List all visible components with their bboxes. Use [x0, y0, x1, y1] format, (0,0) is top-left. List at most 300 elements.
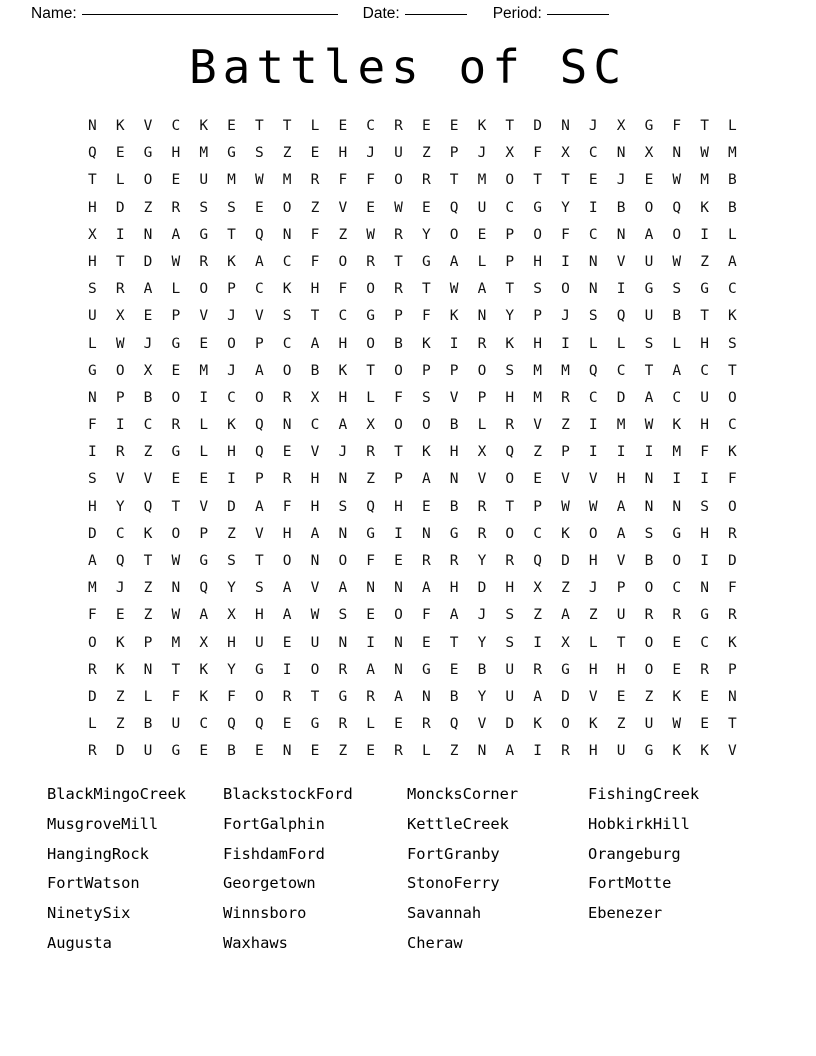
grid-letter[interactable]: R	[394, 118, 403, 134]
grid-letter[interactable]: V	[254, 308, 264, 325]
grid-letter[interactable]: B	[143, 716, 153, 733]
grid-letter[interactable]: Q	[227, 716, 236, 733]
grid-letter[interactable]: E	[394, 553, 403, 569]
grid-letter[interactable]: Z	[561, 580, 570, 597]
grid-letter[interactable]: E	[227, 118, 236, 134]
grid-letter[interactable]: J	[588, 580, 598, 597]
word-list-item[interactable]: KettleCreek	[407, 814, 509, 833]
grid-letter[interactable]: P	[199, 525, 209, 542]
grid-letter[interactable]: N	[338, 634, 348, 651]
grid-letter[interactable]: N	[700, 580, 709, 597]
grid-letter[interactable]: Z	[115, 688, 125, 705]
grid-letter[interactable]: R	[728, 607, 737, 624]
grid-letter[interactable]: C	[505, 199, 515, 216]
grid-letter[interactable]: G	[199, 553, 209, 569]
grid-letter[interactable]: Z	[616, 716, 626, 733]
grid-letter[interactable]: C	[588, 145, 598, 162]
grid-letter[interactable]: Z	[143, 580, 153, 597]
grid-letter[interactable]: U	[700, 389, 709, 406]
grid-letter[interactable]: M	[672, 444, 682, 461]
grid-letter[interactable]: I	[700, 553, 709, 569]
grid-letter[interactable]: I	[533, 743, 542, 760]
grid-letter[interactable]: K	[227, 417, 236, 434]
grid-letter[interactable]: A	[394, 688, 403, 705]
grid-letter[interactable]: N	[477, 743, 487, 760]
grid-letter[interactable]: M	[616, 417, 626, 434]
grid-letter[interactable]: O	[310, 661, 320, 678]
grid-letter[interactable]: O	[644, 661, 654, 678]
grid-letter[interactable]: P	[505, 226, 515, 243]
grid-letter[interactable]: N	[421, 688, 431, 705]
grid-letter[interactable]: I	[533, 634, 542, 651]
grid-letter[interactable]: Y	[227, 661, 236, 678]
grid-letter[interactable]: K	[115, 118, 125, 134]
grid-letter[interactable]: E	[171, 172, 181, 189]
grid-letter[interactable]: R	[728, 525, 737, 542]
grid-letter[interactable]: S	[88, 471, 97, 488]
grid-letter[interactable]: H	[310, 281, 320, 298]
grid-letter[interactable]: H	[616, 661, 626, 678]
grid-letter[interactable]: A	[449, 253, 459, 270]
grid-letter[interactable]: F	[366, 553, 376, 569]
grid-letter[interactable]: R	[477, 498, 487, 515]
grid-letter[interactable]: P	[728, 661, 737, 678]
grid-letter[interactable]: N	[728, 688, 737, 705]
grid-letter[interactable]: R	[421, 553, 431, 569]
grid-letter[interactable]: O	[199, 281, 209, 298]
grid-letter[interactable]: S	[505, 362, 515, 379]
grid-letter[interactable]: K	[282, 281, 292, 298]
grid-letter[interactable]: E	[171, 362, 181, 379]
grid-letter[interactable]: M	[199, 362, 209, 379]
grid-letter[interactable]: N	[282, 743, 292, 760]
grid-letter[interactable]: P	[227, 281, 236, 298]
grid-letter[interactable]: K	[728, 634, 737, 651]
grid-letter[interactable]: I	[700, 226, 709, 243]
grid-letter[interactable]: J	[227, 362, 236, 379]
grid-letter[interactable]: Z	[700, 253, 709, 270]
grid-letter[interactable]: U	[254, 634, 264, 651]
grid-letter[interactable]: Q	[533, 553, 542, 569]
grid-letter[interactable]: R	[199, 253, 209, 270]
grid-letter[interactable]: N	[616, 145, 626, 162]
grid-letter[interactable]: N	[171, 580, 181, 597]
grid-letter[interactable]: A	[561, 607, 570, 624]
grid-letter[interactable]: W	[366, 226, 376, 243]
grid-letter[interactable]: J	[561, 308, 570, 325]
grid-letter[interactable]: H	[700, 335, 709, 352]
grid-letter[interactable]: O	[366, 335, 376, 352]
grid-letter[interactable]: K	[421, 444, 431, 461]
grid-letter[interactable]: H	[394, 498, 403, 515]
grid-letter[interactable]: N	[394, 661, 403, 678]
grid-letter[interactable]: T	[533, 172, 542, 189]
grid-letter[interactable]: W	[254, 172, 264, 189]
word-list-item[interactable]: Winnsboro	[223, 904, 307, 923]
grid-letter[interactable]: V	[338, 199, 348, 216]
grid-letter[interactable]: X	[199, 634, 209, 651]
grid-letter[interactable]: O	[644, 199, 654, 216]
grid-letter[interactable]: O	[227, 335, 236, 352]
grid-letter[interactable]: T	[505, 118, 515, 134]
grid-letter[interactable]: A	[254, 362, 264, 379]
grid-letter[interactable]: E	[338, 118, 348, 134]
word-list-item[interactable]: FishdamFord	[223, 844, 325, 863]
grid-letter[interactable]: G	[254, 661, 264, 678]
grid-letter[interactable]: U	[143, 743, 153, 760]
grid-letter[interactable]: J	[143, 335, 153, 352]
grid-letter[interactable]: V	[199, 498, 209, 515]
grid-letter[interactable]: I	[616, 281, 626, 298]
grid-letter[interactable]: O	[672, 226, 682, 243]
grid-letter[interactable]: U	[394, 145, 403, 162]
grid-letter[interactable]: D	[88, 688, 97, 705]
grid-letter[interactable]: L	[616, 335, 626, 352]
grid-letter[interactable]: Q	[199, 580, 209, 597]
grid-letter[interactable]: Y	[505, 308, 515, 325]
grid-letter[interactable]: N	[644, 498, 654, 515]
grid-letter[interactable]: O	[171, 525, 181, 542]
grid-letter[interactable]: R	[421, 716, 431, 733]
grid-letter[interactable]: E	[310, 743, 320, 760]
grid-letter[interactable]: O	[505, 471, 515, 488]
grid-letter[interactable]: O	[421, 417, 431, 434]
grid-letter[interactable]: Z	[561, 417, 570, 434]
grid-letter[interactable]: I	[88, 444, 97, 461]
grid-letter[interactable]: F	[421, 607, 431, 624]
grid-letter[interactable]: H	[338, 335, 348, 352]
grid-letter[interactable]: U	[644, 253, 654, 270]
grid-letter[interactable]: G	[421, 253, 431, 270]
grid-letter[interactable]: K	[561, 525, 570, 542]
grid-letter[interactable]: W	[171, 253, 181, 270]
grid-letter[interactable]: K	[588, 716, 598, 733]
grid-letter[interactable]: P	[421, 362, 431, 379]
word-list-item[interactable]: FortMotte	[588, 874, 672, 893]
grid-letter[interactable]: P	[143, 634, 153, 651]
grid-letter[interactable]: W	[115, 335, 125, 352]
grid-letter[interactable]: H	[310, 498, 320, 515]
grid-letter[interactable]: N	[588, 253, 598, 270]
grid-letter[interactable]: S	[254, 145, 264, 162]
grid-letter[interactable]: P	[254, 471, 264, 488]
grid-letter[interactable]: F	[171, 688, 181, 705]
word-list-item[interactable]: NinetySix	[47, 904, 131, 923]
grid-letter[interactable]: T	[728, 362, 737, 379]
grid-letter[interactable]: A	[310, 525, 320, 542]
grid-letter[interactable]: G	[421, 661, 431, 678]
grid-letter[interactable]: Q	[366, 498, 376, 515]
grid-letter[interactable]: I	[561, 253, 570, 270]
grid-letter[interactable]: K	[728, 308, 737, 325]
grid-letter[interactable]: K	[672, 743, 682, 760]
grid-letter[interactable]: T	[171, 661, 181, 678]
grid-letter[interactable]: S	[282, 308, 292, 325]
grid-letter[interactable]: W	[700, 145, 709, 162]
grid-letter[interactable]: F	[728, 580, 737, 597]
grid-letter[interactable]: P	[616, 580, 626, 597]
grid-letter[interactable]: K	[672, 417, 682, 434]
grid-letter[interactable]: D	[616, 389, 626, 406]
grid-letter[interactable]: S	[421, 389, 431, 406]
grid-letter[interactable]: Z	[143, 199, 153, 216]
grid-letter[interactable]: P	[533, 308, 542, 325]
grid-letter[interactable]: I	[588, 444, 598, 461]
grid-letter[interactable]: O	[394, 607, 403, 624]
grid-letter[interactable]: T	[115, 253, 125, 270]
grid-letter[interactable]: T	[227, 226, 236, 243]
grid-letter[interactable]: L	[88, 716, 97, 733]
grid-letter[interactable]: G	[644, 118, 654, 134]
grid-letter[interactable]: V	[477, 471, 487, 488]
grid-letter[interactable]: R	[449, 553, 459, 569]
grid-letter[interactable]: D	[533, 118, 542, 134]
grid-letter[interactable]: K	[700, 199, 709, 216]
grid-letter[interactable]: E	[616, 688, 626, 705]
grid-letter[interactable]: E	[143, 308, 153, 325]
grid-letter[interactable]: M	[728, 145, 737, 162]
grid-letter[interactable]: E	[282, 716, 292, 733]
grid-letter[interactable]: Z	[644, 688, 654, 705]
grid-letter[interactable]: D	[477, 580, 487, 597]
grid-letter[interactable]: T	[561, 172, 570, 189]
grid-letter[interactable]: Q	[505, 444, 515, 461]
grid-letter[interactable]: O	[394, 362, 403, 379]
grid-letter[interactable]: Z	[338, 226, 348, 243]
grid-letter[interactable]: A	[644, 389, 654, 406]
grid-letter[interactable]: Y	[115, 498, 125, 515]
grid-letter[interactable]: H	[227, 634, 236, 651]
grid-letter[interactable]: Q	[616, 308, 626, 325]
grid-letter[interactable]: X	[477, 444, 487, 461]
grid-letter[interactable]: R	[477, 525, 487, 542]
grid-letter[interactable]: V	[588, 688, 598, 705]
grid-letter[interactable]: V	[561, 471, 570, 488]
grid-letter[interactable]: R	[700, 661, 709, 678]
grid-letter[interactable]: A	[421, 580, 431, 597]
grid-letter[interactable]: Y	[227, 580, 236, 597]
grid-letter[interactable]: G	[171, 335, 181, 352]
grid-letter[interactable]: V	[143, 471, 153, 488]
grid-letter[interactable]: D	[728, 553, 737, 569]
grid-letter[interactable]: F	[88, 607, 97, 624]
grid-letter[interactable]: A	[616, 525, 626, 542]
grid-letter[interactable]: C	[700, 362, 709, 379]
grid-letter[interactable]: T	[88, 172, 97, 189]
grid-letter[interactable]: Q	[143, 498, 153, 515]
grid-letter[interactable]: R	[672, 607, 682, 624]
grid-letter[interactable]: E	[449, 661, 459, 678]
grid-letter[interactable]: V	[199, 308, 209, 325]
grid-letter[interactable]: H	[282, 525, 292, 542]
grid-letter[interactable]: H	[88, 498, 97, 515]
grid-letter[interactable]: A	[421, 471, 431, 488]
grid-letter[interactable]: B	[477, 661, 487, 678]
grid-letter[interactable]: W	[449, 281, 459, 298]
grid-letter[interactable]: E	[394, 716, 403, 733]
grid-letter[interactable]: D	[88, 525, 97, 542]
grid-letter[interactable]: Z	[338, 743, 348, 760]
grid-letter[interactable]: I	[366, 634, 376, 651]
grid-letter[interactable]: R	[505, 417, 515, 434]
grid-letter[interactable]: B	[449, 688, 459, 705]
grid-letter[interactable]: L	[728, 118, 737, 134]
grid-letter[interactable]: E	[700, 688, 709, 705]
grid-letter[interactable]: T	[644, 362, 654, 379]
word-list-item[interactable]: Cheraw	[407, 933, 463, 952]
grid-letter[interactable]: I	[282, 661, 292, 678]
word-list-item[interactable]: FortGalphin	[223, 814, 325, 833]
grid-letter[interactable]: G	[561, 661, 570, 678]
grid-letter[interactable]: X	[143, 362, 153, 379]
grid-letter[interactable]: M	[561, 362, 570, 379]
grid-letter[interactable]: R	[115, 281, 125, 298]
grid-letter[interactable]: O	[88, 634, 97, 651]
grid-letter[interactable]: W	[644, 417, 654, 434]
grid-letter[interactable]: G	[366, 308, 376, 325]
grid-letter[interactable]: H	[588, 553, 598, 569]
grid-letter[interactable]: K	[533, 716, 542, 733]
grid-letter[interactable]: L	[143, 688, 153, 705]
word-list-item[interactable]: BlackMingoCreek	[47, 785, 186, 803]
period-write-line[interactable]	[547, 14, 609, 15]
grid-letter[interactable]: L	[728, 226, 737, 243]
grid-letter[interactable]: B	[728, 172, 737, 189]
grid-letter[interactable]: O	[338, 253, 348, 270]
grid-letter[interactable]: J	[616, 172, 626, 189]
grid-letter[interactable]: Z	[588, 607, 598, 624]
grid-letter[interactable]: R	[366, 253, 376, 270]
grid-letter[interactable]: A	[728, 253, 737, 270]
grid-letter[interactable]: B	[644, 553, 654, 569]
grid-letter[interactable]: F	[310, 253, 320, 270]
grid-letter[interactable]: K	[199, 118, 209, 134]
grid-letter[interactable]: O	[561, 716, 570, 733]
grid-letter[interactable]: A	[505, 743, 515, 760]
grid-letter[interactable]: F	[561, 226, 570, 243]
grid-letter[interactable]: N	[561, 118, 570, 134]
grid-letter[interactable]: O	[477, 362, 487, 379]
grid-letter[interactable]: I	[449, 335, 459, 352]
grid-letter[interactable]: D	[505, 716, 515, 733]
grid-letter[interactable]: C	[672, 389, 682, 406]
grid-letter[interactable]: O	[505, 172, 515, 189]
grid-letter[interactable]: O	[505, 525, 515, 542]
grid-letter[interactable]: V	[616, 553, 626, 569]
grid-letter[interactable]: I	[672, 471, 682, 488]
grid-letter[interactable]: G	[88, 362, 97, 379]
grid-letter[interactable]: L	[199, 444, 209, 461]
grid-letter[interactable]: N	[88, 389, 97, 406]
grid-letter[interactable]: B	[227, 743, 236, 760]
grid-letter[interactable]: Z	[366, 471, 376, 488]
grid-letter[interactable]: Y	[477, 688, 487, 705]
grid-letter[interactable]: E	[366, 199, 376, 216]
grid-letter[interactable]: K	[199, 661, 209, 678]
grid-letter[interactable]: B	[728, 199, 737, 216]
grid-letter[interactable]: O	[254, 389, 264, 406]
grid-letter[interactable]: I	[616, 444, 626, 461]
grid-letter[interactable]: N	[282, 417, 292, 434]
grid-letter[interactable]: V	[449, 389, 459, 406]
date-write-line[interactable]	[405, 14, 467, 15]
grid-letter[interactable]: I	[700, 471, 709, 488]
grid-letter[interactable]: L	[88, 335, 97, 352]
word-list-item[interactable]: FishingCreek	[588, 785, 700, 803]
grid-letter[interactable]: I	[115, 417, 125, 434]
grid-letter[interactable]: A	[254, 253, 264, 270]
grid-letter[interactable]: R	[338, 716, 348, 733]
grid-letter[interactable]: G	[171, 743, 181, 760]
grid-letter[interactable]: R	[88, 743, 97, 760]
grid-letter[interactable]: O	[561, 281, 570, 298]
grid-letter[interactable]: L	[421, 743, 431, 760]
grid-letter[interactable]: Z	[310, 199, 320, 216]
grid-letter[interactable]: E	[115, 145, 125, 162]
grid-letter[interactable]: U	[199, 172, 209, 189]
grid-letter[interactable]: Q	[88, 145, 97, 162]
grid-letter[interactable]: M	[199, 145, 209, 162]
grid-letter[interactable]: H	[88, 253, 97, 270]
grid-letter[interactable]: R	[421, 172, 431, 189]
grid-letter[interactable]: L	[115, 172, 125, 189]
grid-letter[interactable]: H	[338, 389, 348, 406]
grid-letter[interactable]: C	[700, 634, 709, 651]
grid-letter[interactable]: L	[199, 417, 209, 434]
grid-letter[interactable]: I	[199, 389, 209, 406]
grid-letter[interactable]: K	[728, 444, 737, 461]
grid-letter[interactable]: S	[227, 553, 236, 569]
grid-letter[interactable]: O	[728, 389, 737, 406]
grid-letter[interactable]: X	[533, 580, 542, 597]
grid-letter[interactable]: R	[310, 172, 320, 189]
grid-letter[interactable]: A	[672, 362, 682, 379]
grid-letter[interactable]: S	[644, 525, 654, 542]
grid-letter[interactable]: G	[672, 525, 682, 542]
grid-letter[interactable]: S	[338, 607, 348, 624]
grid-letter[interactable]: E	[366, 743, 376, 760]
grid-letter[interactable]: X	[616, 118, 626, 134]
grid-letter[interactable]: Z	[227, 525, 236, 542]
grid-letter[interactable]: X	[88, 226, 97, 243]
grid-letter[interactable]: L	[477, 253, 487, 270]
grid-letter[interactable]: O	[171, 389, 181, 406]
grid-letter[interactable]: A	[254, 498, 264, 515]
grid-letter[interactable]: H	[171, 145, 181, 162]
grid-letter[interactable]: H	[616, 471, 626, 488]
grid-letter[interactable]: O	[115, 362, 125, 379]
grid-letter[interactable]: Q	[254, 417, 264, 434]
grid-letter[interactable]: C	[310, 417, 320, 434]
word-list-item[interactable]: Orangeburg	[588, 844, 681, 863]
grid-letter[interactable]: S	[644, 335, 654, 352]
grid-letter[interactable]: C	[143, 417, 153, 434]
word-list-item[interactable]: Savannah	[407, 904, 482, 923]
grid-letter[interactable]: O	[282, 362, 292, 379]
grid-letter[interactable]: V	[728, 743, 737, 760]
grid-letter[interactable]: Q	[254, 226, 264, 243]
word-list-item[interactable]: Georgetown	[223, 874, 316, 893]
grid-letter[interactable]: V	[143, 118, 153, 134]
grid-letter[interactable]: R	[171, 417, 181, 434]
grid-letter[interactable]: I	[227, 471, 236, 488]
grid-letter[interactable]: A	[282, 607, 292, 624]
grid-letter[interactable]: T	[310, 688, 320, 705]
grid-letter[interactable]: X	[227, 607, 236, 624]
word-list-item[interactable]: HangingRock	[47, 844, 149, 863]
grid-letter[interactable]: S	[505, 634, 515, 651]
grid-letter[interactable]: E	[700, 716, 709, 733]
